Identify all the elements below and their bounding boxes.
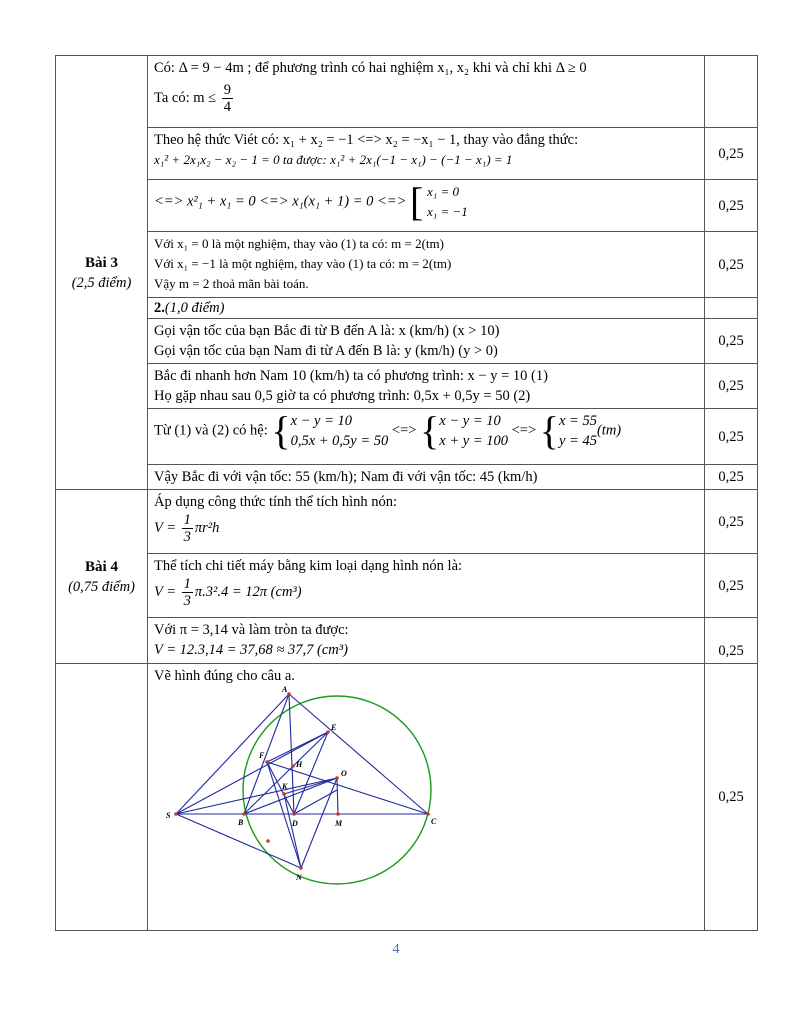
bai4-r1-pre: V = [154, 519, 177, 536]
bai3-r8-arrow1: <=> [391, 422, 417, 439]
bai4-r2-line1: Thể tích chi tiết máy bằng kim loại dạng hình nón là: [154, 558, 463, 574]
bai5-r1-line: Vẽ hình đúng cho câu a. [154, 668, 295, 684]
bai3-r4-line1: Với x₁ = 0 là một nghiệm, thay vào (1) ta có: m = 2(tm) [154, 236, 444, 251]
label-b: B [238, 818, 244, 827]
bai3-r4-score: 0,25 [705, 232, 758, 298]
point-extra [266, 839, 270, 843]
label-d: D [292, 819, 298, 828]
bai4-r1-fraction [182, 512, 193, 545]
bai3-row1 [148, 56, 705, 128]
bai4-r2-fraction [182, 576, 193, 609]
bai3-r5-score [705, 298, 758, 319]
bai3-r9-score: 0,25 [705, 465, 758, 490]
bai3-label-cell [56, 56, 148, 490]
bai3-r1-score [705, 56, 758, 128]
bai4-row1 [148, 490, 705, 554]
bai4-r3-score: 0,25 [705, 618, 758, 664]
figure-points [174, 692, 430, 870]
bai3-r8-s2a: x − y = 10 [439, 413, 501, 429]
bai3-row3 [148, 180, 705, 232]
bai4-r2-den: 3 [183, 593, 191, 609]
bai3-r8-score: 0,25 [705, 409, 758, 465]
bai4-label-cell [56, 490, 148, 664]
bai4-r2-score: 0,25 [705, 554, 758, 618]
bai3-r3-case2: x₁ = −1 [426, 204, 468, 219]
bai3-r8-brace1: { [271, 408, 291, 453]
bai4-r1-line1: Áp dụng công thức tính thể tích hình nón: [154, 494, 398, 510]
bai3-r3-text: <=> x²₁ + x₁ = 0 <=> x₁(x₁ + 1) = 0 <=> [154, 193, 407, 210]
bai3-r1-line2 [154, 82, 698, 115]
bai3-r8-system2 [439, 411, 508, 451]
point-h [291, 764, 295, 768]
point-d [292, 812, 296, 816]
bai3-points: (2,5 điểm) [71, 274, 132, 291]
bai4-row2 [148, 554, 705, 618]
label-e: E [331, 723, 337, 732]
bai3-r4-line3: Vậy m = 2 thoả mãn bài toán. [154, 276, 309, 291]
bai3-r2-score: 0,25 [705, 128, 758, 180]
bai3-r3-cases [427, 182, 468, 222]
bai4-r1-num: 1 [183, 512, 191, 528]
bai3-r1-den: 4 [223, 99, 231, 115]
answer-table [55, 55, 758, 931]
bai3-r9-line: Vậy Bắc đi với vận tốc: 55 (km/h); Nam đi với vận tốc: 45 (km/h) [154, 469, 538, 485]
bai3-r8-s3a: x = 55 [558, 413, 597, 429]
bai4-r1-post: πr²h [194, 519, 220, 536]
bai3-r8-line [154, 408, 698, 453]
bai4-row3 [148, 618, 705, 664]
bai3-row4 [148, 232, 705, 298]
label-o: O [341, 769, 347, 778]
figure-lines [176, 694, 428, 868]
bai5-row1 [148, 664, 705, 931]
bai3-r1-fraction [222, 82, 233, 115]
bai5-r1-score: 0,25 [705, 664, 758, 931]
label-k: K [282, 782, 288, 791]
bai3-r8-arrow2: <=> [511, 422, 537, 439]
geometry-figure [162, 686, 462, 886]
bai3-row7 [148, 364, 705, 409]
bai3-part2-number: 2. [154, 300, 165, 316]
bai4-points: (0,75 điểm) [68, 578, 135, 595]
bai3-r8-system3 [559, 411, 597, 451]
bai3-r6-line2: Gọi vận tốc của bạn Nam đi từ A đến B là: y (km/h) (y > 0) [154, 343, 498, 359]
label-m: M [335, 819, 343, 828]
bai4-r2-num: 1 [183, 576, 191, 592]
bai3-r6-score: 0,25 [705, 319, 758, 364]
point-s [174, 812, 178, 816]
bai4-title: Bài 4 [85, 558, 118, 575]
bai3-r1-line1: Có: Δ = 9 − 4m ; để phương trình có hai nghiệm x₁, x₂ khi và chỉ khi Δ ≥ 0 [154, 60, 587, 76]
bai3-r8-brace3: { [539, 408, 559, 453]
bai3-r8-pre: Từ (1) và (2) có hệ: [154, 422, 268, 439]
bai3-r8-brace2: { [420, 408, 440, 453]
point-k [282, 792, 286, 796]
bai3-r3-score: 0,25 [705, 180, 758, 232]
point-e [326, 730, 330, 734]
point-a [287, 692, 291, 696]
bai4-r1-score: 0,25 [705, 490, 758, 554]
label-f: F [259, 751, 265, 760]
bai3-r8-s3b: y = 45 [558, 433, 597, 449]
bai3-part2-points: (1,0 điểm) [164, 300, 225, 316]
point-f [265, 760, 269, 764]
point-n [299, 866, 303, 870]
bai3-row5 [148, 298, 705, 319]
bai3-title: Bài 3 [85, 254, 118, 271]
label-s: S [166, 811, 171, 820]
label-c: C [431, 817, 437, 826]
bai4-r3-line2: V = 12.3,14 = 37,68 ≈ 37,7 (cm³) [154, 642, 348, 658]
point-o [335, 776, 339, 780]
label-a: A [282, 686, 288, 694]
bai3-r6-line1: Gọi vận tốc của bạn Bắc đi từ B đến A là: x (km/h) (x > 10) [154, 323, 500, 339]
point-m [336, 812, 340, 816]
bai3-r7-line2: Họ gặp nhau sau 0,5 giờ ta có phương trình: 0,5x + 0,5y = 50 (2) [154, 388, 531, 404]
bai3-r3-bracket: [ [410, 179, 424, 224]
bai3-r7-score: 0,25 [705, 364, 758, 409]
bai3-r8-s1b: 0,5x + 0,5y = 50 [290, 433, 389, 449]
label-h: H [296, 760, 303, 769]
bai3-r3-case1: x₁ = 0 [426, 184, 460, 199]
bai3-row2 [148, 128, 705, 180]
bai4-r3-line1: Với π = 3,14 và làm tròn ta được: [154, 622, 349, 638]
figure-labels [166, 686, 437, 882]
bai3-r1-num: 9 [223, 82, 231, 98]
bai3-r3-line [154, 179, 698, 224]
bai3-row9 [148, 465, 705, 490]
page-number: 4 [392, 942, 400, 957]
point-c [426, 812, 430, 816]
bai3-r8-tm: (tm) [596, 422, 622, 439]
bai3-r1-pre: Ta có: m ≤ [154, 89, 217, 106]
bai3-row6 [148, 319, 705, 364]
bai3-r4-line2: Với x₁ = −1 là một nghiệm, thay vào (1) ta có: m = 2(tm) [154, 256, 452, 271]
bai4-r1-den: 3 [183, 529, 191, 545]
bai3-r7-line1: Bắc đi nhanh hơn Nam 10 (km/h) ta có phương trình: x − y = 10 (1) [154, 368, 548, 384]
bai3-r2-line2: x₁² + 2x₁x₂ − x₂ − 1 = 0 ta được: x₁² + 2x₁(−1 − x₁) − (−1 − x₁) = 1 [154, 152, 513, 167]
bai3-r8-s2b: x + y = 100 [439, 433, 508, 449]
bai3-r2-line1: Theo hệ thức Viét có: x₁ + x₂ = −1 <=> x₂ = −x₁ − 1, thay vào đẳng thức: [154, 132, 579, 148]
bai3-r8-s1a: x − y = 10 [290, 413, 353, 429]
bai4-r2-formula [154, 576, 698, 609]
bai4-r2-post: π.3².4 = 12π (cm³) [194, 583, 302, 600]
bai5-label-cell [56, 664, 148, 931]
point-b [242, 812, 246, 816]
bai4-r1-formula [154, 512, 698, 545]
bai4-r2-pre: V = [154, 583, 177, 600]
bai3-row8 [148, 409, 705, 465]
bai3-r8-system1 [291, 411, 389, 451]
label-n: N [296, 873, 302, 882]
